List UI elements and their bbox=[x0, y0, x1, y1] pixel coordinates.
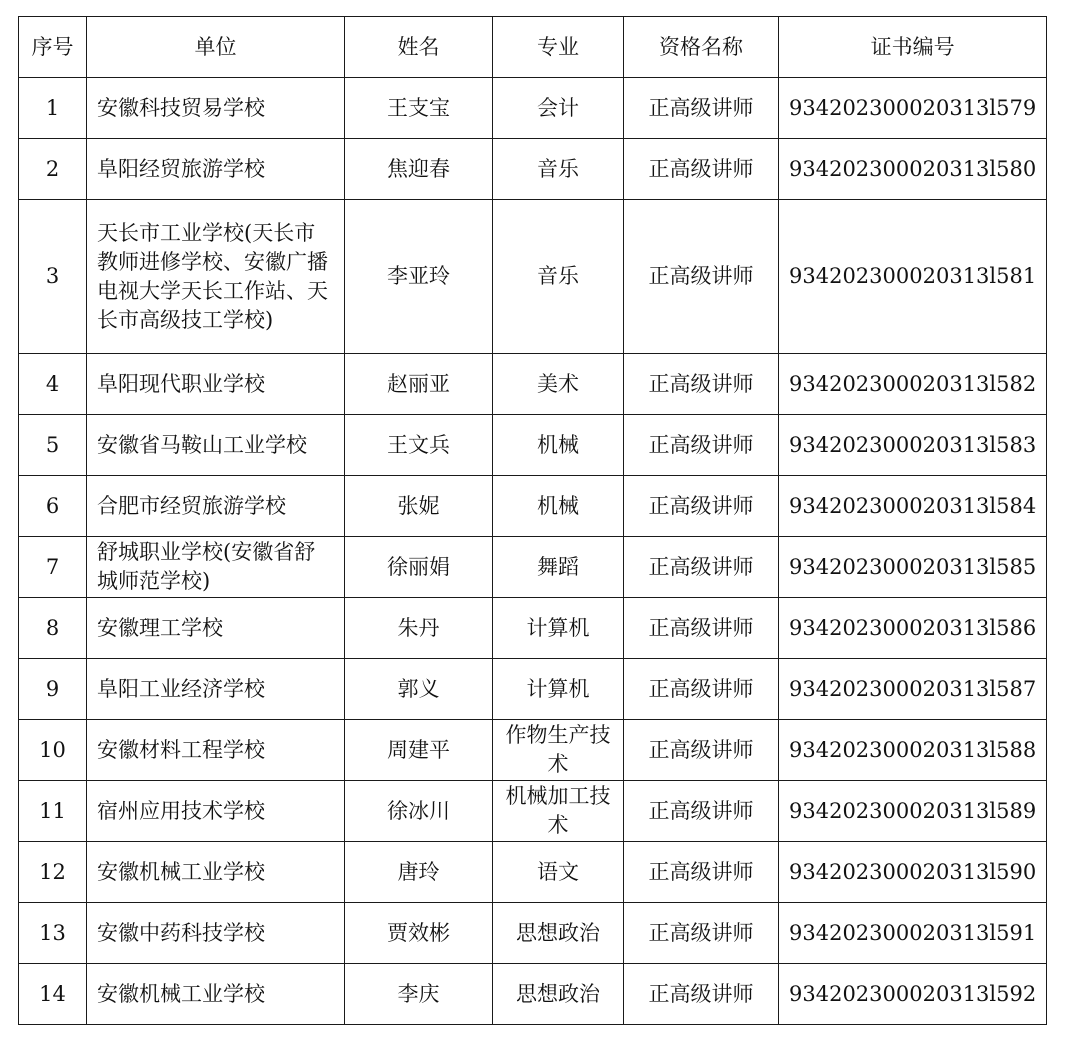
cell-unit: 安徽科技贸易学校 bbox=[87, 78, 345, 139]
cell-certificate-no: 934202300020313l591 bbox=[779, 903, 1047, 964]
cell-major: 机械 bbox=[493, 415, 624, 476]
cell-qualification: 正高级讲师 bbox=[624, 139, 779, 200]
table-row bbox=[19, 659, 1047, 720]
header-unit: 单位 bbox=[87, 17, 345, 78]
cell-unit: 安徽机械工业学校 bbox=[87, 964, 345, 1025]
header-certificate-no: 证书编号 bbox=[779, 17, 1047, 78]
header-major: 专业 bbox=[493, 17, 624, 78]
cell-certificate-no: 934202300020313l592 bbox=[779, 964, 1047, 1025]
table-row bbox=[19, 720, 1047, 781]
cell-certificate-no: 934202300020313l589 bbox=[779, 781, 1047, 842]
cell-major: 计算机 bbox=[493, 598, 624, 659]
cell-unit: 安徽机械工业学校 bbox=[87, 842, 345, 903]
cell-name: 贾效彬 bbox=[345, 903, 493, 964]
cell-name: 赵丽亚 bbox=[345, 354, 493, 415]
cell-qualification: 正高级讲师 bbox=[624, 659, 779, 720]
cell-unit: 安徽理工学校 bbox=[87, 598, 345, 659]
table-row bbox=[19, 476, 1047, 537]
cell-major: 思想政治 bbox=[493, 964, 624, 1025]
cell-qualification: 正高级讲师 bbox=[624, 842, 779, 903]
cell-name: 王文兵 bbox=[345, 415, 493, 476]
cell-major: 机械加工技术 bbox=[493, 781, 624, 842]
table-row bbox=[19, 139, 1047, 200]
cell-qualification: 正高级讲师 bbox=[624, 537, 779, 598]
cell-qualification: 正高级讲师 bbox=[624, 964, 779, 1025]
cell-index: 13 bbox=[19, 903, 87, 964]
table-header-row bbox=[19, 17, 1047, 78]
cell-certificate-no: 934202300020313l584 bbox=[779, 476, 1047, 537]
cell-qualification: 正高级讲师 bbox=[624, 200, 779, 354]
cell-name: 徐丽娟 bbox=[345, 537, 493, 598]
cell-certificate-no: 934202300020313l587 bbox=[779, 659, 1047, 720]
header-name: 姓名 bbox=[345, 17, 493, 78]
cell-index: 12 bbox=[19, 842, 87, 903]
cell-unit: 安徽材料工程学校 bbox=[87, 720, 345, 781]
cell-major: 作物生产技术 bbox=[493, 720, 624, 781]
cell-unit: 安徽中药科技学校 bbox=[87, 903, 345, 964]
cell-name: 周建平 bbox=[345, 720, 493, 781]
cell-index: 14 bbox=[19, 964, 87, 1025]
cell-index: 5 bbox=[19, 415, 87, 476]
cell-major: 语文 bbox=[493, 842, 624, 903]
cell-index: 4 bbox=[19, 354, 87, 415]
table-row bbox=[19, 781, 1047, 842]
cell-qualification: 正高级讲师 bbox=[624, 720, 779, 781]
cell-certificate-no: 934202300020313l588 bbox=[779, 720, 1047, 781]
table-row bbox=[19, 842, 1047, 903]
table-row bbox=[19, 415, 1047, 476]
cell-qualification: 正高级讲师 bbox=[624, 598, 779, 659]
cell-index: 7 bbox=[19, 537, 87, 598]
cell-qualification: 正高级讲师 bbox=[624, 354, 779, 415]
cell-major: 思想政治 bbox=[493, 903, 624, 964]
cell-name: 焦迎春 bbox=[345, 139, 493, 200]
cell-name: 唐玲 bbox=[345, 842, 493, 903]
cell-index: 9 bbox=[19, 659, 87, 720]
cell-unit: 阜阳工业经济学校 bbox=[87, 659, 345, 720]
cell-qualification: 正高级讲师 bbox=[624, 476, 779, 537]
cell-unit: 宿州应用技术学校 bbox=[87, 781, 345, 842]
cell-major: 舞蹈 bbox=[493, 537, 624, 598]
cell-certificate-no: 934202300020313l585 bbox=[779, 537, 1047, 598]
cell-index: 2 bbox=[19, 139, 87, 200]
header-qualification: 资格名称 bbox=[624, 17, 779, 78]
cell-index: 6 bbox=[19, 476, 87, 537]
table-row bbox=[19, 964, 1047, 1025]
cell-certificate-no: 934202300020313l579 bbox=[779, 78, 1047, 139]
roster-table bbox=[18, 16, 1047, 1025]
cell-certificate-no: 934202300020313l586 bbox=[779, 598, 1047, 659]
cell-index: 11 bbox=[19, 781, 87, 842]
table-row bbox=[19, 537, 1047, 598]
cell-qualification: 正高级讲师 bbox=[624, 781, 779, 842]
cell-certificate-no: 934202300020313l583 bbox=[779, 415, 1047, 476]
cell-unit: 安徽省马鞍山工业学校 bbox=[87, 415, 345, 476]
cell-name: 王支宝 bbox=[345, 78, 493, 139]
cell-unit: 阜阳现代职业学校 bbox=[87, 354, 345, 415]
table-row bbox=[19, 78, 1047, 139]
cell-major: 美术 bbox=[493, 354, 624, 415]
cell-certificate-no: 934202300020313l580 bbox=[779, 139, 1047, 200]
cell-unit: 合肥市经贸旅游学校 bbox=[87, 476, 345, 537]
cell-name: 李庆 bbox=[345, 964, 493, 1025]
cell-unit: 天长市工业学校(天长市教师进修学校、安徽广播电视大学天长工作站、天长市高级技工学校) bbox=[87, 200, 345, 354]
header-index: 序号 bbox=[19, 17, 87, 78]
cell-name: 张妮 bbox=[345, 476, 493, 537]
cell-certificate-no: 934202300020313l582 bbox=[779, 354, 1047, 415]
cell-major: 计算机 bbox=[493, 659, 624, 720]
cell-index: 10 bbox=[19, 720, 87, 781]
roster-table-container bbox=[18, 16, 1047, 1025]
cell-index: 8 bbox=[19, 598, 87, 659]
cell-index: 3 bbox=[19, 200, 87, 354]
cell-index: 1 bbox=[19, 78, 87, 139]
cell-name: 李亚玲 bbox=[345, 200, 493, 354]
cell-qualification: 正高级讲师 bbox=[624, 78, 779, 139]
table-row bbox=[19, 354, 1047, 415]
cell-name: 徐冰川 bbox=[345, 781, 493, 842]
cell-unit: 阜阳经贸旅游学校 bbox=[87, 139, 345, 200]
cell-major: 会计 bbox=[493, 78, 624, 139]
cell-qualification: 正高级讲师 bbox=[624, 903, 779, 964]
table-row bbox=[19, 903, 1047, 964]
table-row bbox=[19, 200, 1047, 354]
cell-certificate-no: 934202300020313l581 bbox=[779, 200, 1047, 354]
cell-name: 郭义 bbox=[345, 659, 493, 720]
table-row bbox=[19, 598, 1047, 659]
cell-unit: 舒城职业学校(安徽省舒城师范学校) bbox=[87, 537, 345, 598]
cell-qualification: 正高级讲师 bbox=[624, 415, 779, 476]
cell-major: 音乐 bbox=[493, 139, 624, 200]
cell-major: 机械 bbox=[493, 476, 624, 537]
cell-major: 音乐 bbox=[493, 200, 624, 354]
cell-certificate-no: 934202300020313l590 bbox=[779, 842, 1047, 903]
cell-name: 朱丹 bbox=[345, 598, 493, 659]
